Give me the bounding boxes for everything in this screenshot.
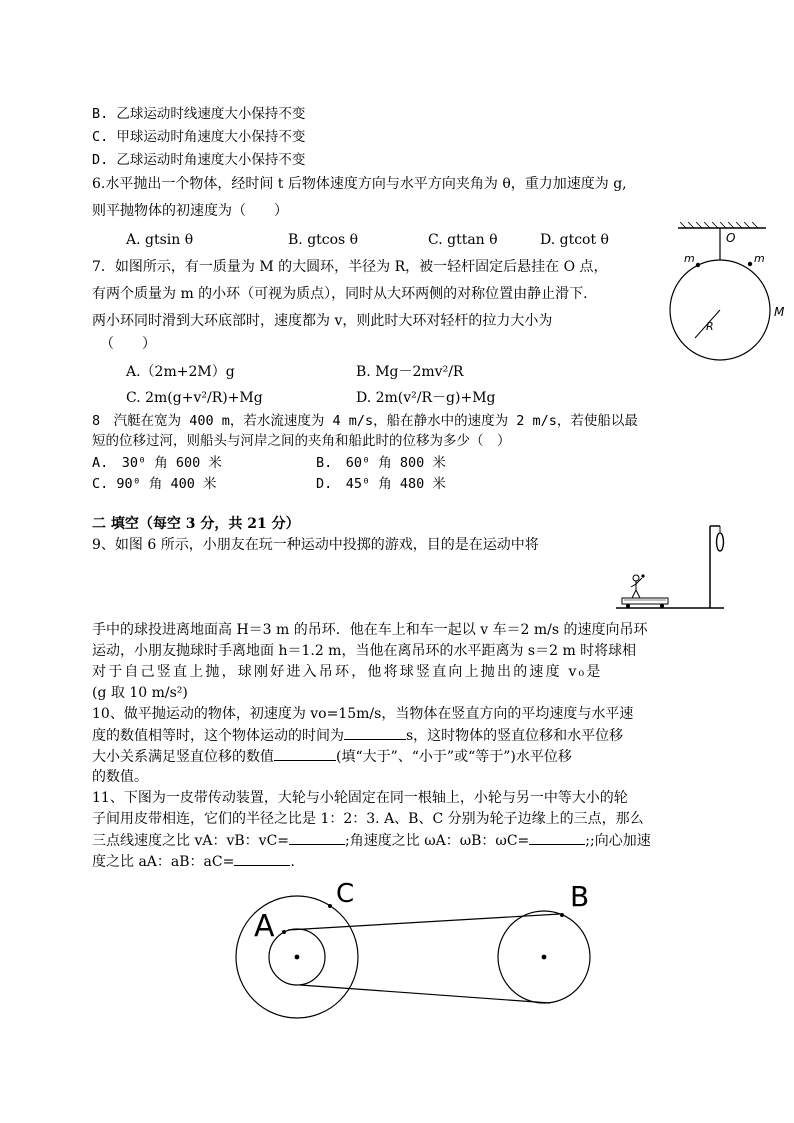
- q11-label-a: A: [254, 909, 275, 944]
- q7-option-b: B. Mg－2mv²/R: [356, 364, 464, 380]
- q9-child-head: [633, 575, 639, 581]
- section-fill-in-title: 二 填空（每空 3 分，共 21 分）: [92, 516, 300, 532]
- q7-left-small-ring: [696, 263, 700, 267]
- q8-stem-line2: 短的位移过河，则船头与河岸之间的夹角和船此时的位移为多少（ ）: [92, 433, 511, 449]
- q9-stem-line1: 9、如图 6 所示，小朋友在玩一种运动中投掷的游戏，目的是在运动中将: [92, 537, 539, 553]
- q11-stem-line3: [92, 830, 651, 851]
- q8-option-b: B. 60⁰ 角 800 米: [316, 455, 446, 471]
- q10-stem-line1: 10、做平抛运动的物体，初速度为 vo=15m/s，当物体在竖直方向的平均速度与水平速: [92, 706, 634, 722]
- q9-stem-line5: (g 取 10 m/s²): [92, 685, 188, 701]
- q10-stem-line2: [92, 725, 623, 746]
- q11-belt-top: [288, 914, 560, 930]
- q7-stem-line3: 两小环同时滑到大环底部时，速度都为 v，则此时大环对轻杆的拉力大小为: [92, 313, 553, 329]
- q5-option-c: C. 甲球运动时角速度大小保持不变: [92, 129, 306, 145]
- q11-stem-line4: [92, 851, 295, 872]
- q7-label-o: O: [726, 231, 736, 245]
- q10-stem-line3: [92, 746, 572, 767]
- q11-centripetal-label: ;;向心加速: [585, 833, 651, 849]
- q8-option-c: C. 90⁰ 角 400 米: [92, 476, 217, 492]
- q5-option-d: D. 乙球运动时角速度大小保持不变: [92, 152, 306, 168]
- q11-belt-bottom: [300, 985, 550, 1003]
- q11-acceleration-blank[interactable]: [234, 851, 290, 866]
- q7-stem-line1: 7．如图所示，有一质量为 M 的大圆环，半径为 R，被一轻杆固定后悬挂在 O 点，: [92, 259, 608, 275]
- q10-stem-line2-prefix: 度的数值相等时，这个物体运动的时间为: [92, 728, 344, 744]
- q9-cart: [622, 598, 668, 604]
- q11-right-axle: [542, 955, 547, 960]
- q7-option-c: C. 2m(g+v²/R)+Mg: [126, 390, 263, 406]
- q6-option-d: D. gtcot θ: [540, 232, 609, 248]
- q9-stem-line3: 运动，小朋友抛球时手离地面 h＝1.2 m，当他在离吊环的水平距离为 s＝2 m 时将球相: [92, 643, 637, 659]
- q7-label-big-m: M: [774, 305, 785, 319]
- q8-option-a: A. 30⁰ 角 600 米: [92, 455, 222, 471]
- q6-stem-line1: 6.水平抛出一个物体，经时间 t 后物体速度方向与水平方向夹角为 θ，重力加速度为 g,: [92, 176, 627, 192]
- q7-label-r: R: [706, 320, 714, 333]
- q11-linear-speed-blank[interactable]: [289, 830, 345, 845]
- q6-option-c: C. gttan θ: [428, 232, 498, 248]
- q11-angular-speed-blank[interactable]: [529, 830, 585, 845]
- q11-linear-speed-label: 三点线速度之比 vA：vB：vC=: [92, 833, 290, 849]
- q9-cart-hoop-figure: [614, 520, 726, 616]
- q8-option-d: D. 45⁰ 角 480 米: [316, 476, 446, 492]
- q7-option-a: A.（2m+2M）g: [126, 364, 235, 380]
- q11-angular-speed-label: ;角速度之比 ωA：ωB：ωC=: [345, 833, 530, 849]
- q7-hanging-ring-figure: [662, 218, 792, 378]
- q10-stem-line3-prefix: 大小关系满足竖直位移的数值: [92, 749, 274, 765]
- q5-option-b: B. 乙球运动时线速度大小保持不变: [92, 106, 306, 122]
- q11-period: .: [290, 854, 295, 870]
- q10-stem-line4: 的数值。: [92, 769, 148, 785]
- q7-stem-line2: 有两个质量为 m 的小环（可视为质点），同时从大环两侧的对称位置由静止滑下.: [92, 286, 588, 302]
- q9-stem-line2: 手中的球投进离地面高 H＝3 m 的吊环．他在车上和车一起以 v 车＝2 m/s 的速度向吊环: [92, 622, 648, 638]
- q6-option-a: A. gtsin θ: [126, 232, 194, 248]
- q8-stem-line1: 8 汽艇在宽为 400 m，若水流速度为 4 m/s，船在静水中的速度为 2 m/s，若使船以最: [92, 413, 638, 429]
- q11-point-b: [560, 913, 564, 917]
- q7-stem-line4: （ ）: [100, 336, 156, 352]
- q6-stem-line2: 则平抛物体的初速度为（ ）: [92, 203, 288, 219]
- q11-point-c: [328, 904, 332, 908]
- q10-compare-blank[interactable]: [274, 746, 336, 761]
- q7-right-small-ring: [748, 262, 752, 266]
- q11-acceleration-label: 度之比 aA：aB：aC=: [92, 854, 235, 870]
- q7-option-d: D. 2m(v²/R－g)+Mg: [356, 390, 496, 406]
- q7-label-m-left: m: [684, 252, 695, 265]
- q11-stem-line1: 11、下图为一皮带传动装置，大轮与小轮固定在同一根轴上，小轮与另一中等大小的轮: [92, 790, 628, 806]
- q11-point-a: [282, 930, 286, 934]
- q9-stem-line4: 对于自己竖直上抛，球刚好进入吊环，他将球竖直向上抛出的速度 v₀是: [92, 664, 603, 680]
- q9-hoop: [717, 533, 724, 551]
- q11-label-c: C: [336, 879, 355, 909]
- q11-stem-line2: 子间用皮带相连，它们的半径之比是 1：2：3. A、B、C 分别为轮子边缘上的三点，那么: [92, 811, 644, 827]
- q10-time-blank[interactable]: [344, 725, 406, 740]
- q11-left-axle: [295, 955, 300, 960]
- q10-stem-line3-suffix: (填“大于”、“小于”或“等于”)水平位移: [336, 749, 572, 765]
- q11-label-b: B: [570, 880, 590, 913]
- q6-option-b: B. gtcos θ: [288, 232, 359, 248]
- q10-stem-line2-suffix: s，这时物体的竖直位移和水平位移: [406, 728, 624, 744]
- q9-ball: [641, 574, 644, 577]
- q7-label-m-right: m: [754, 252, 765, 265]
- q11-belt-drive-figure: [222, 870, 622, 1030]
